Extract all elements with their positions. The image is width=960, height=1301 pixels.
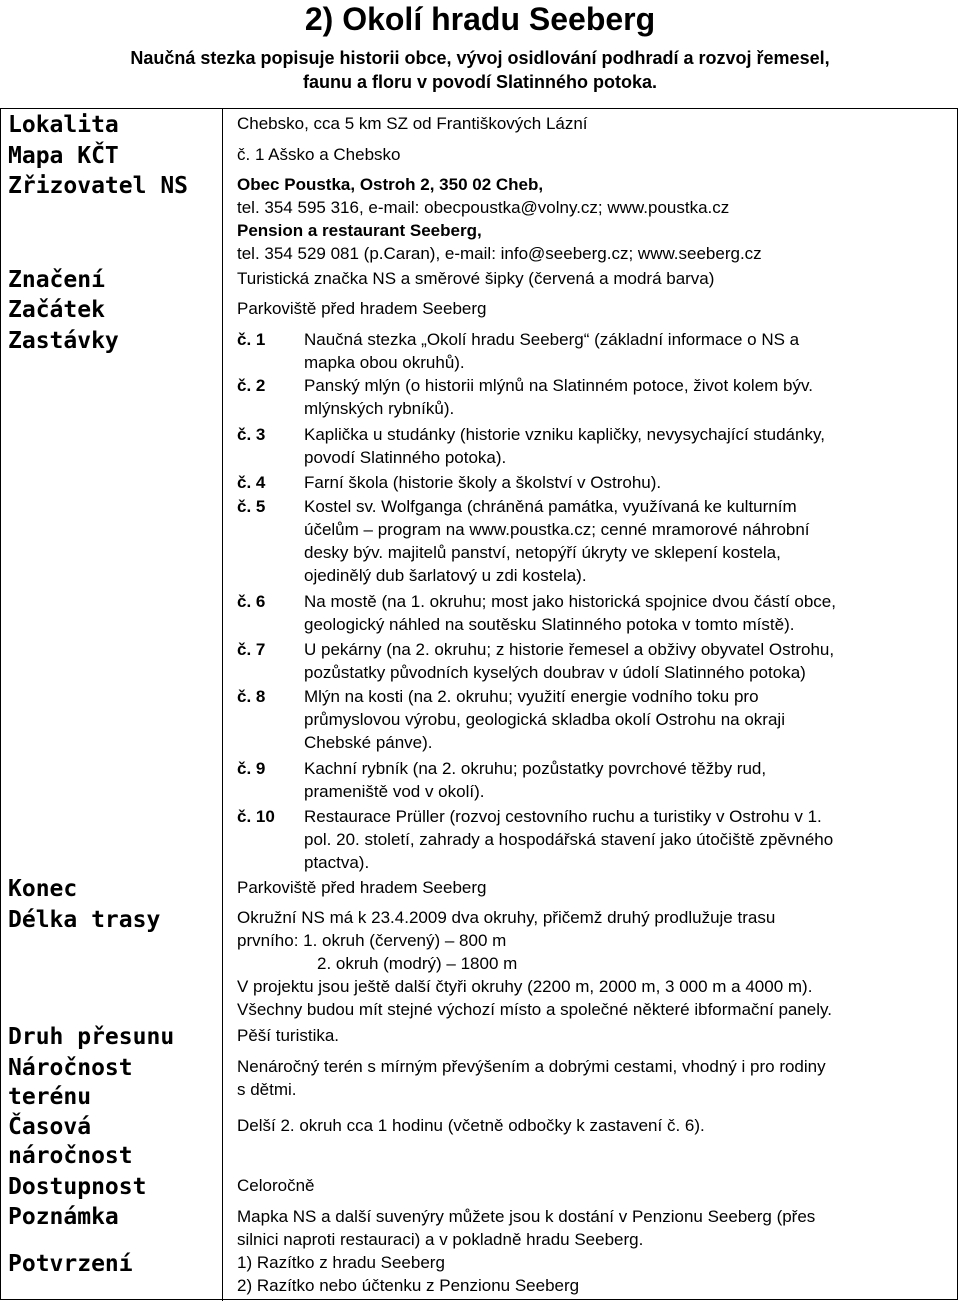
- label-zrizovatel: Zřizovatel NS: [8, 173, 189, 199]
- label-lokalita: Lokalita: [8, 112, 119, 138]
- delka-line: prvního: 1. okruh (červený) – 800 m: [237, 931, 507, 950]
- stop-line: Restaurace Prüller (rozvoj cestovního ruchu a turistiky v Ostrohu v 1.: [304, 807, 822, 826]
- label-narocnost-1: Náročnost: [8, 1055, 133, 1081]
- stop-line: pol. 20. století, zahrady a hospodářská stavení jako útočiště zpěvného: [304, 830, 834, 849]
- stop-number: č. 5: [237, 497, 266, 516]
- pension-contact: tel. 354 529 081 (p.Caran), e-mail: info@seeberg.cz; www.seeberg.cz: [237, 244, 762, 263]
- stop-number: č. 10: [237, 807, 275, 826]
- label-konec: Konec: [8, 876, 78, 902]
- stop-number: č. 9: [237, 759, 266, 778]
- stop-line: Na mostě (na 1. okruhu; most jako historická spojnice dvou částí obce,: [304, 592, 836, 611]
- stop-description: [304, 423, 954, 469]
- stop-line: Naučná stezka „Okolí hradu Seeberg“ (základní informace o NS a: [304, 330, 800, 349]
- page-subtitle: [40, 46, 920, 94]
- stop-line: ojedinělý dub šarlatový u zdi kostela).: [304, 566, 587, 585]
- stop-number: č. 3: [237, 425, 266, 444]
- stop-line: Kaplička u studánky (historie vzniku kapličky, nevysychající studánky,: [304, 425, 825, 444]
- stop-description: [304, 590, 954, 636]
- stop-line: Kachní rybník (na 2. okruhu; pozůstatky povrchové těžby rud,: [304, 759, 767, 778]
- stop-number: č. 7: [237, 640, 266, 659]
- label-druh: Druh přesunu: [8, 1024, 175, 1050]
- subtitle-line: faunu a floru v povodí Slatinného potoka.: [302, 72, 657, 92]
- stop-line: mapka obou okruhů).: [304, 353, 465, 372]
- label-mapa: Mapa KČT: [8, 143, 119, 169]
- value-mapa: č. 1 Ašsko a Chebsko: [237, 145, 401, 164]
- value-potvrzeni: [237, 1251, 957, 1297]
- stop-line: mlýnských rybníků).: [304, 399, 455, 418]
- label-delka: Délka trasy: [8, 907, 161, 933]
- label-poznamka: Poznámka: [8, 1204, 119, 1230]
- stop-number: č. 1: [237, 330, 266, 349]
- value-delka: [237, 906, 957, 1021]
- poznamka-line: silnici naproti restauraci) a v pokladně hradu Seeberg.: [237, 1230, 644, 1249]
- value-zrizovatel: [237, 173, 957, 265]
- label-narocnost-2: terénu: [8, 1084, 92, 1110]
- stop-line: Farní škola (historie školy a školství v Ostrohu).: [304, 473, 662, 492]
- stop-number: č. 6: [237, 592, 266, 611]
- label-zastavky: Zastávky: [8, 328, 119, 354]
- stop-line: pozůstatky původních kyselých doubrav v údolí Slatinného potoka): [304, 663, 806, 682]
- stop-line: Panský mlýn (o historii mlýnů na Slatinném potoce, život kolem býv.: [304, 376, 813, 395]
- value-znaceni: Turistická značka NS a směrové šipky (červená a modrá barva): [237, 269, 715, 288]
- label-znaceni: Značení: [8, 267, 105, 293]
- label-zacatek: Začátek: [8, 297, 105, 323]
- stop-description: [304, 757, 954, 803]
- value-poznamka: [237, 1205, 957, 1251]
- zrizovatel-name: Obec Poustka, Ostroh 2, 350 02 Cheb,: [237, 175, 544, 194]
- delka-line: Všechny budou mít stejné výchozí místo a společné některé ibformační panely.: [237, 1000, 832, 1019]
- label-dostupnost: Dostupnost: [8, 1174, 147, 1200]
- value-druh: Pěší turistika.: [237, 1026, 340, 1045]
- delka-line: V projektu jsou ještě další čtyři okruhy (2200 m, 2000 m, 3 000 m a 4000 m).: [237, 977, 813, 996]
- value-konec: Parkoviště před hradem Seeberg: [237, 878, 487, 897]
- stop-line: ptactva).: [304, 853, 370, 872]
- stop-line: účelům – program na www.poustka.cz; cenné mramorové náhrobní: [304, 520, 810, 539]
- poznamka-line: Mapka NS a další suvenýry můžete jsou k dostání v Penzionu Seeberg (přes: [237, 1207, 816, 1226]
- subtitle-line: Naučná stezka popisuje historii obce, vývoj osidlování podhradí a rozvoj řemesel,: [130, 48, 830, 68]
- stop-line: prameniště vod v okolí).: [304, 782, 485, 801]
- value-zacatek: Parkoviště před hradem Seeberg: [237, 299, 487, 318]
- stop-description: [304, 374, 954, 420]
- stop-description: [304, 638, 954, 684]
- column-divider: [222, 108, 223, 1301]
- value-lokalita: Chebsko, cca 5 km SZ od Františkových Lázní: [237, 114, 588, 133]
- stop-description: [304, 805, 954, 874]
- stop-line: Chebské pánve).: [304, 733, 433, 752]
- pension-name: Pension a restaurant Seeberg,: [237, 221, 482, 240]
- potvrzeni-line: 2) Razítko nebo účtenku z Penzionu Seeberg: [237, 1276, 580, 1295]
- narocnost-line: Nenáročný terén s mírným převýšením a dobrými cestami, vhodný i pro rodiny: [237, 1057, 826, 1076]
- stop-line: desky býv. majitelů panství, netopýří úkryty ve sklepení kostela,: [304, 543, 781, 562]
- zrizovatel-contact: tel. 354 595 316, e-mail: obecpoustka@volny.cz; www.poustka.cz: [237, 198, 730, 217]
- stop-line: Mlýn na kosti (na 2. okruhu; využití energie vodního toku pro: [304, 687, 759, 706]
- potvrzeni-line: 1) Razítko z hradu Seeberg: [237, 1253, 445, 1272]
- value-dostupnost: Celoročně: [237, 1176, 315, 1195]
- stop-number: č. 8: [237, 687, 266, 706]
- stop-line: povodí Slatinného potoka).: [304, 448, 507, 467]
- stop-line: Kostel sv. Wolfganga (chráněná památka, využívaná ke kulturním: [304, 497, 797, 516]
- value-casova: Delší 2. okruh cca 1 hodinu (včetně odbočky k zastavení č. 6).: [237, 1116, 705, 1135]
- stop-line: průmyslovou výrobu, geologická skladba okolí Ostrohu na okraji: [304, 710, 785, 729]
- label-casova-1: Časová: [8, 1114, 92, 1140]
- narocnost-line: s dětmi.: [237, 1080, 297, 1099]
- stop-description: [304, 685, 954, 754]
- value-narocnost: [237, 1055, 957, 1101]
- stop-number: č. 4: [237, 473, 266, 492]
- delka-line: 2. okruh (modrý) – 1800 m: [317, 954, 518, 973]
- stop-description: [304, 495, 954, 587]
- stop-line: U pekárny (na 2. okruhu; z historie řemesel a obživy obyvatel Ostrohu,: [304, 640, 835, 659]
- delka-line: Okružní NS má k 23.4.2009 dva okruhy, přičemž druhý prodlužuje trasu: [237, 908, 776, 927]
- label-potvrzeni: Potvrzení: [8, 1251, 133, 1277]
- label-casova-2: náročnost: [8, 1143, 133, 1169]
- stop-line: geologický náhled na soutěsku Slatinného potoka v tomto místě).: [304, 615, 795, 634]
- stop-description: [304, 328, 954, 374]
- stop-description: [304, 471, 954, 494]
- stop-number: č. 2: [237, 376, 266, 395]
- page-title: 2) Okolí hradu Seeberg: [304, 1, 656, 37]
